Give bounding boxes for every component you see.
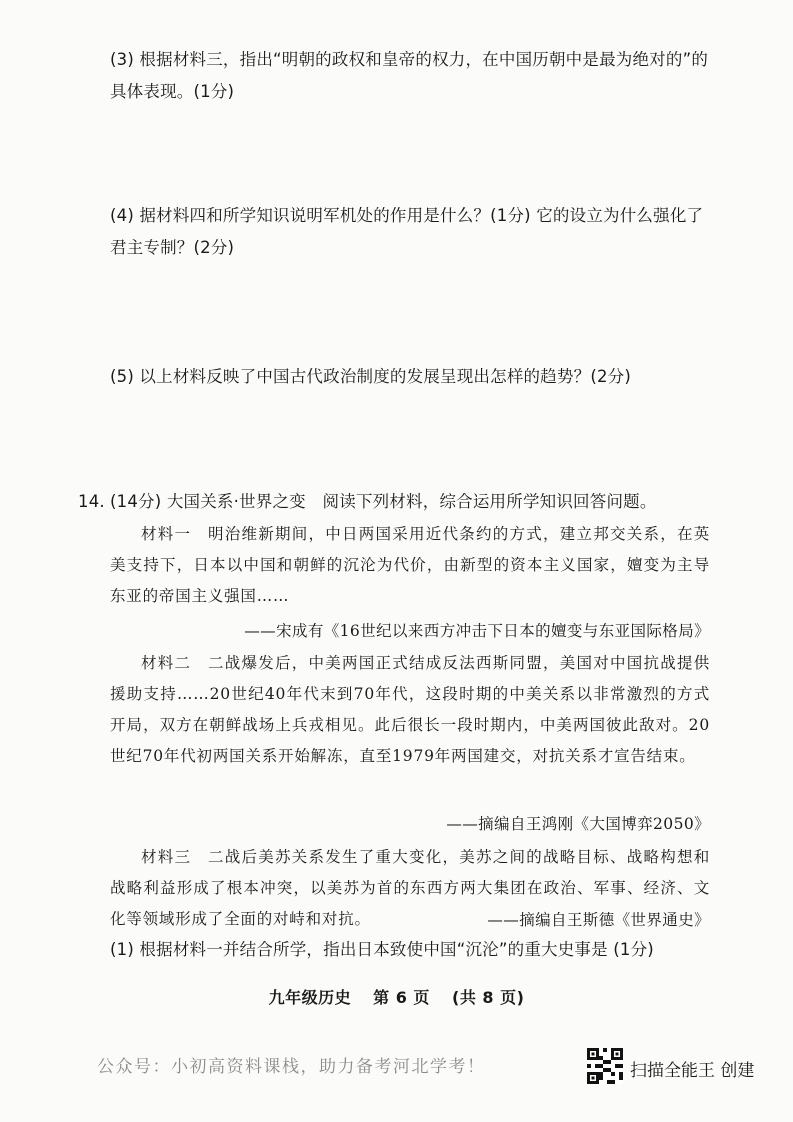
watermark-text: 公众号：小初高资料课栈，助力备考河北学考！ — [97, 1057, 486, 1077]
footer-course: 九年级历史 — [268, 988, 352, 1007]
footer-total: (共 8 页) — [452, 988, 525, 1007]
question-5: (5) 以上材料反映了中国古代政治制度的发展呈现出怎样的趋势？(2分) — [110, 367, 631, 386]
question-14-number: 14. — [78, 492, 105, 511]
question-4: (4) 据材料四和所学知识说明军机处的作用是什么？(1分) 它的设立为什么强化了君主专制？(2分) — [110, 206, 704, 257]
qr-code-icon — [587, 1048, 623, 1084]
scanner-brand: 扫描全能王 创建 — [630, 1061, 755, 1081]
material-1-source: ——宋成有《16世纪以来西方冲击下日本的嬗变与东亚国际格局》 — [244, 622, 710, 640]
question-14-header: (14分) 大国关系·世界之变 阅读下列材料，综合运用所学知识回答问题。 — [110, 492, 657, 511]
footer-page: 第 6 页 — [373, 988, 430, 1007]
material-3-source: ——摘编自王斯德《世界通史》 — [487, 911, 710, 929]
material-3: 材料三 二战后美苏关系发生了重大变化，美苏之间的战略目标、战略构想和战略利益形成了根本冲突，以美苏为首的东西方两大集团在政治、军事、经济、文化等领域形成了全面的对峙和对抗。 — [110, 848, 710, 928]
material-2-source: ——摘编自王鸿刚《大国博弈2050》 — [446, 815, 710, 833]
question-3: (3) 根据材料三，指出“明朝的政权和皇帝的权力，在中国历朝中是最为绝对的”的具体表现。(1分) — [110, 50, 709, 101]
page-footer — [0, 985, 793, 1008]
subquestion-1: (1) 根据材料一并结合所学，指出日本致使中国“沉沦”的重大史事是 (1分) — [110, 940, 654, 959]
material-1: 材料一 明治维新期间，中日两国采用近代条约的方式，建立邦交关系，在英美支持下，日本以中国和朝鲜的沉沦为代价，由新型的资本主义国家，嬗变为主导东亚的帝国主义强国…… — [110, 525, 710, 605]
material-2: 材料二 二战爆发后，中美两国正式结成反法西斯同盟，美国对中国抗战提供援助支持……20世纪40年代末到70年代，这段时期的中美关系以非常激烈的方式开局，双方在朝鲜战场上兵戎相见。此后很长一段时期内，中美两国彼此敌对。20世纪70年代初两国关系开始解冻，直至1979年两国建交，对抗关系才宣告结束。 — [110, 654, 710, 765]
